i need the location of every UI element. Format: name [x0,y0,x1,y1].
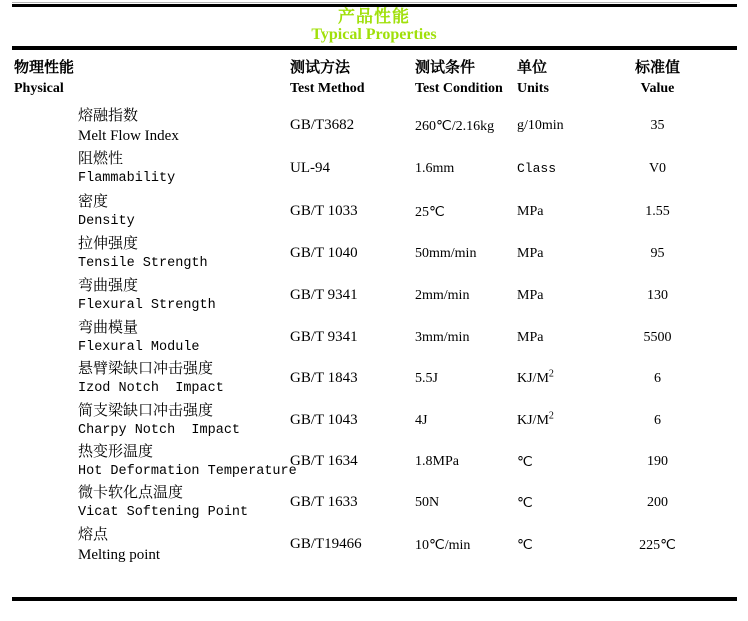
test-method-cell: GB/T3682 [290,117,355,133]
units-cell: MPa [517,246,544,261]
value-cell: 225℃ [639,538,676,553]
test-method-cell: GB/T 1033 [290,203,358,219]
table-row [0,443,748,485]
units-cell: $KJ/M^2$ [517,410,554,428]
test-condition-cell: 4J [415,413,428,428]
property-cell [78,277,216,315]
column-header-cn: 单位 [517,60,548,76]
table-row [0,402,748,444]
property-name-cn: 阻燃性 [78,151,124,167]
property-name-en: Izod Notch Impact [78,381,224,396]
value-cell: 200 [647,495,668,510]
property-name-en: Charpy Notch Impact [78,423,241,438]
test-method-cell: GB/T 1634 [290,453,358,469]
property-name-cn: 热变形温度 [78,444,154,460]
column-header-value [600,58,715,98]
table-row [0,484,748,526]
value-cell: 6 [654,413,661,428]
table-row [0,319,748,361]
property-cell [78,150,175,188]
property-name-cn: 密度 [78,194,109,210]
value-cell: 5500 [643,330,672,345]
units-cell: MPa [517,204,544,219]
table-row [0,150,748,192]
value-cell: V0 [648,161,667,176]
property-name-en: Tensile Strength [78,256,208,271]
property-cell [78,107,179,145]
property-name-cn: 拉伸强度 [78,236,139,252]
test-method-cell: GB/T 9341 [290,329,358,345]
table-row [0,107,748,149]
superscript: 2 [548,410,554,422]
test-method-cell: UL-94 [290,160,330,176]
test-condition-cell: 2mm/min [415,288,470,303]
value-cell: 35 [650,118,665,133]
property-name-en: Vicat Softening Point [78,505,249,520]
property-name-cn: 微卡软化点温度 [78,485,184,501]
section-title-cn: 产品性能 [338,7,410,26]
property-name-en: Melt Flow Index [78,128,179,144]
column-header-en: Test Condition [415,81,503,96]
test-condition-cell: 3mm/min [415,330,470,345]
units-cell: Class [517,161,557,176]
table-row [0,193,748,235]
column-header-physical [14,58,74,98]
test-method-cell: GB/T19466 [290,536,362,552]
units-cell: g/10min [517,118,564,133]
property-name-cn: 熔点 [78,527,109,543]
column-header-units [517,58,549,98]
test-condition-cell: 5.5J [415,371,438,386]
column-header-en: Units [517,81,549,96]
table-row [0,235,748,277]
test-condition-cell: 260℃/2.16kg [415,119,495,134]
property-name-cn: 弯曲强度 [78,278,139,294]
property-name-en: Flexural Strength [78,298,216,313]
test-condition-cell: 25℃ [415,205,445,220]
test-method-cell: GB/T 1633 [290,494,358,510]
property-name-en: Density [78,214,135,229]
column-header-test-method [290,58,365,98]
bottom-rule [12,597,737,601]
property-cell [78,319,200,357]
column-header-cn: 测试方法 [290,60,351,76]
property-name-cn: 熔融指数 [78,108,139,124]
value-cell: 190 [647,454,668,469]
column-header-cn: 标准值 [634,60,680,76]
units-cell: MPa [517,330,544,345]
property-name-en: Flammability [78,171,176,186]
test-condition-cell: 50N [415,495,440,510]
test-method-cell: GB/T 1040 [290,245,358,261]
test-method-cell: GB/T 1843 [290,370,358,386]
value-cell: 95 [650,246,665,261]
units-cell: ℃ [517,538,533,553]
top-hairline [12,2,700,3]
superscript: 2 [548,368,554,380]
property-cell [78,360,224,398]
units-cell: $KJ/M^2$ [517,368,554,386]
column-header-en: Physical [14,81,64,96]
units-cell: ℃ [517,496,533,511]
property-name-cn: 弯曲模量 [78,320,139,336]
test-condition-cell: 50mm/min [415,246,477,261]
units-cell: ℃ [517,455,533,470]
header-divider-rule [12,46,737,50]
property-name-en: Melting point [78,547,161,563]
table-row [0,526,748,568]
property-cell [78,484,248,522]
test-condition-cell: 1.8MPa [415,454,459,469]
test-method-cell: GB/T 9341 [290,287,358,303]
column-header-en: Test Method [290,81,365,96]
property-cell [78,193,135,231]
test-method-cell: GB/T 1043 [290,412,358,428]
test-condition-cell: 1.6mm [415,161,455,176]
units-cell: MPa [517,288,544,303]
property-cell [78,402,240,440]
value-cell: 6 [654,371,661,386]
section-title-en: Typical Properties [311,26,437,43]
column-header-en: Value [640,81,675,96]
test-condition-cell: 10℃/min [415,538,471,553]
column-header-test-condition [415,58,503,98]
property-cell [78,526,160,564]
value-cell: 130 [647,288,668,303]
table-row [0,360,748,402]
property-name-en: Flexural Module [78,340,200,355]
column-header-cn: 测试条件 [415,60,476,76]
property-name-en: Hot Deformation Temperature [78,464,297,479]
column-header-cn: 物理性能 [14,60,75,76]
property-name-cn: 悬臂梁缺口冲击强度 [78,361,214,377]
property-cell [78,443,297,481]
property-name-cn: 简支梁缺口冲击强度 [78,403,214,419]
value-cell: 1.55 [645,204,670,219]
table-row [0,277,748,319]
property-cell [78,235,208,273]
